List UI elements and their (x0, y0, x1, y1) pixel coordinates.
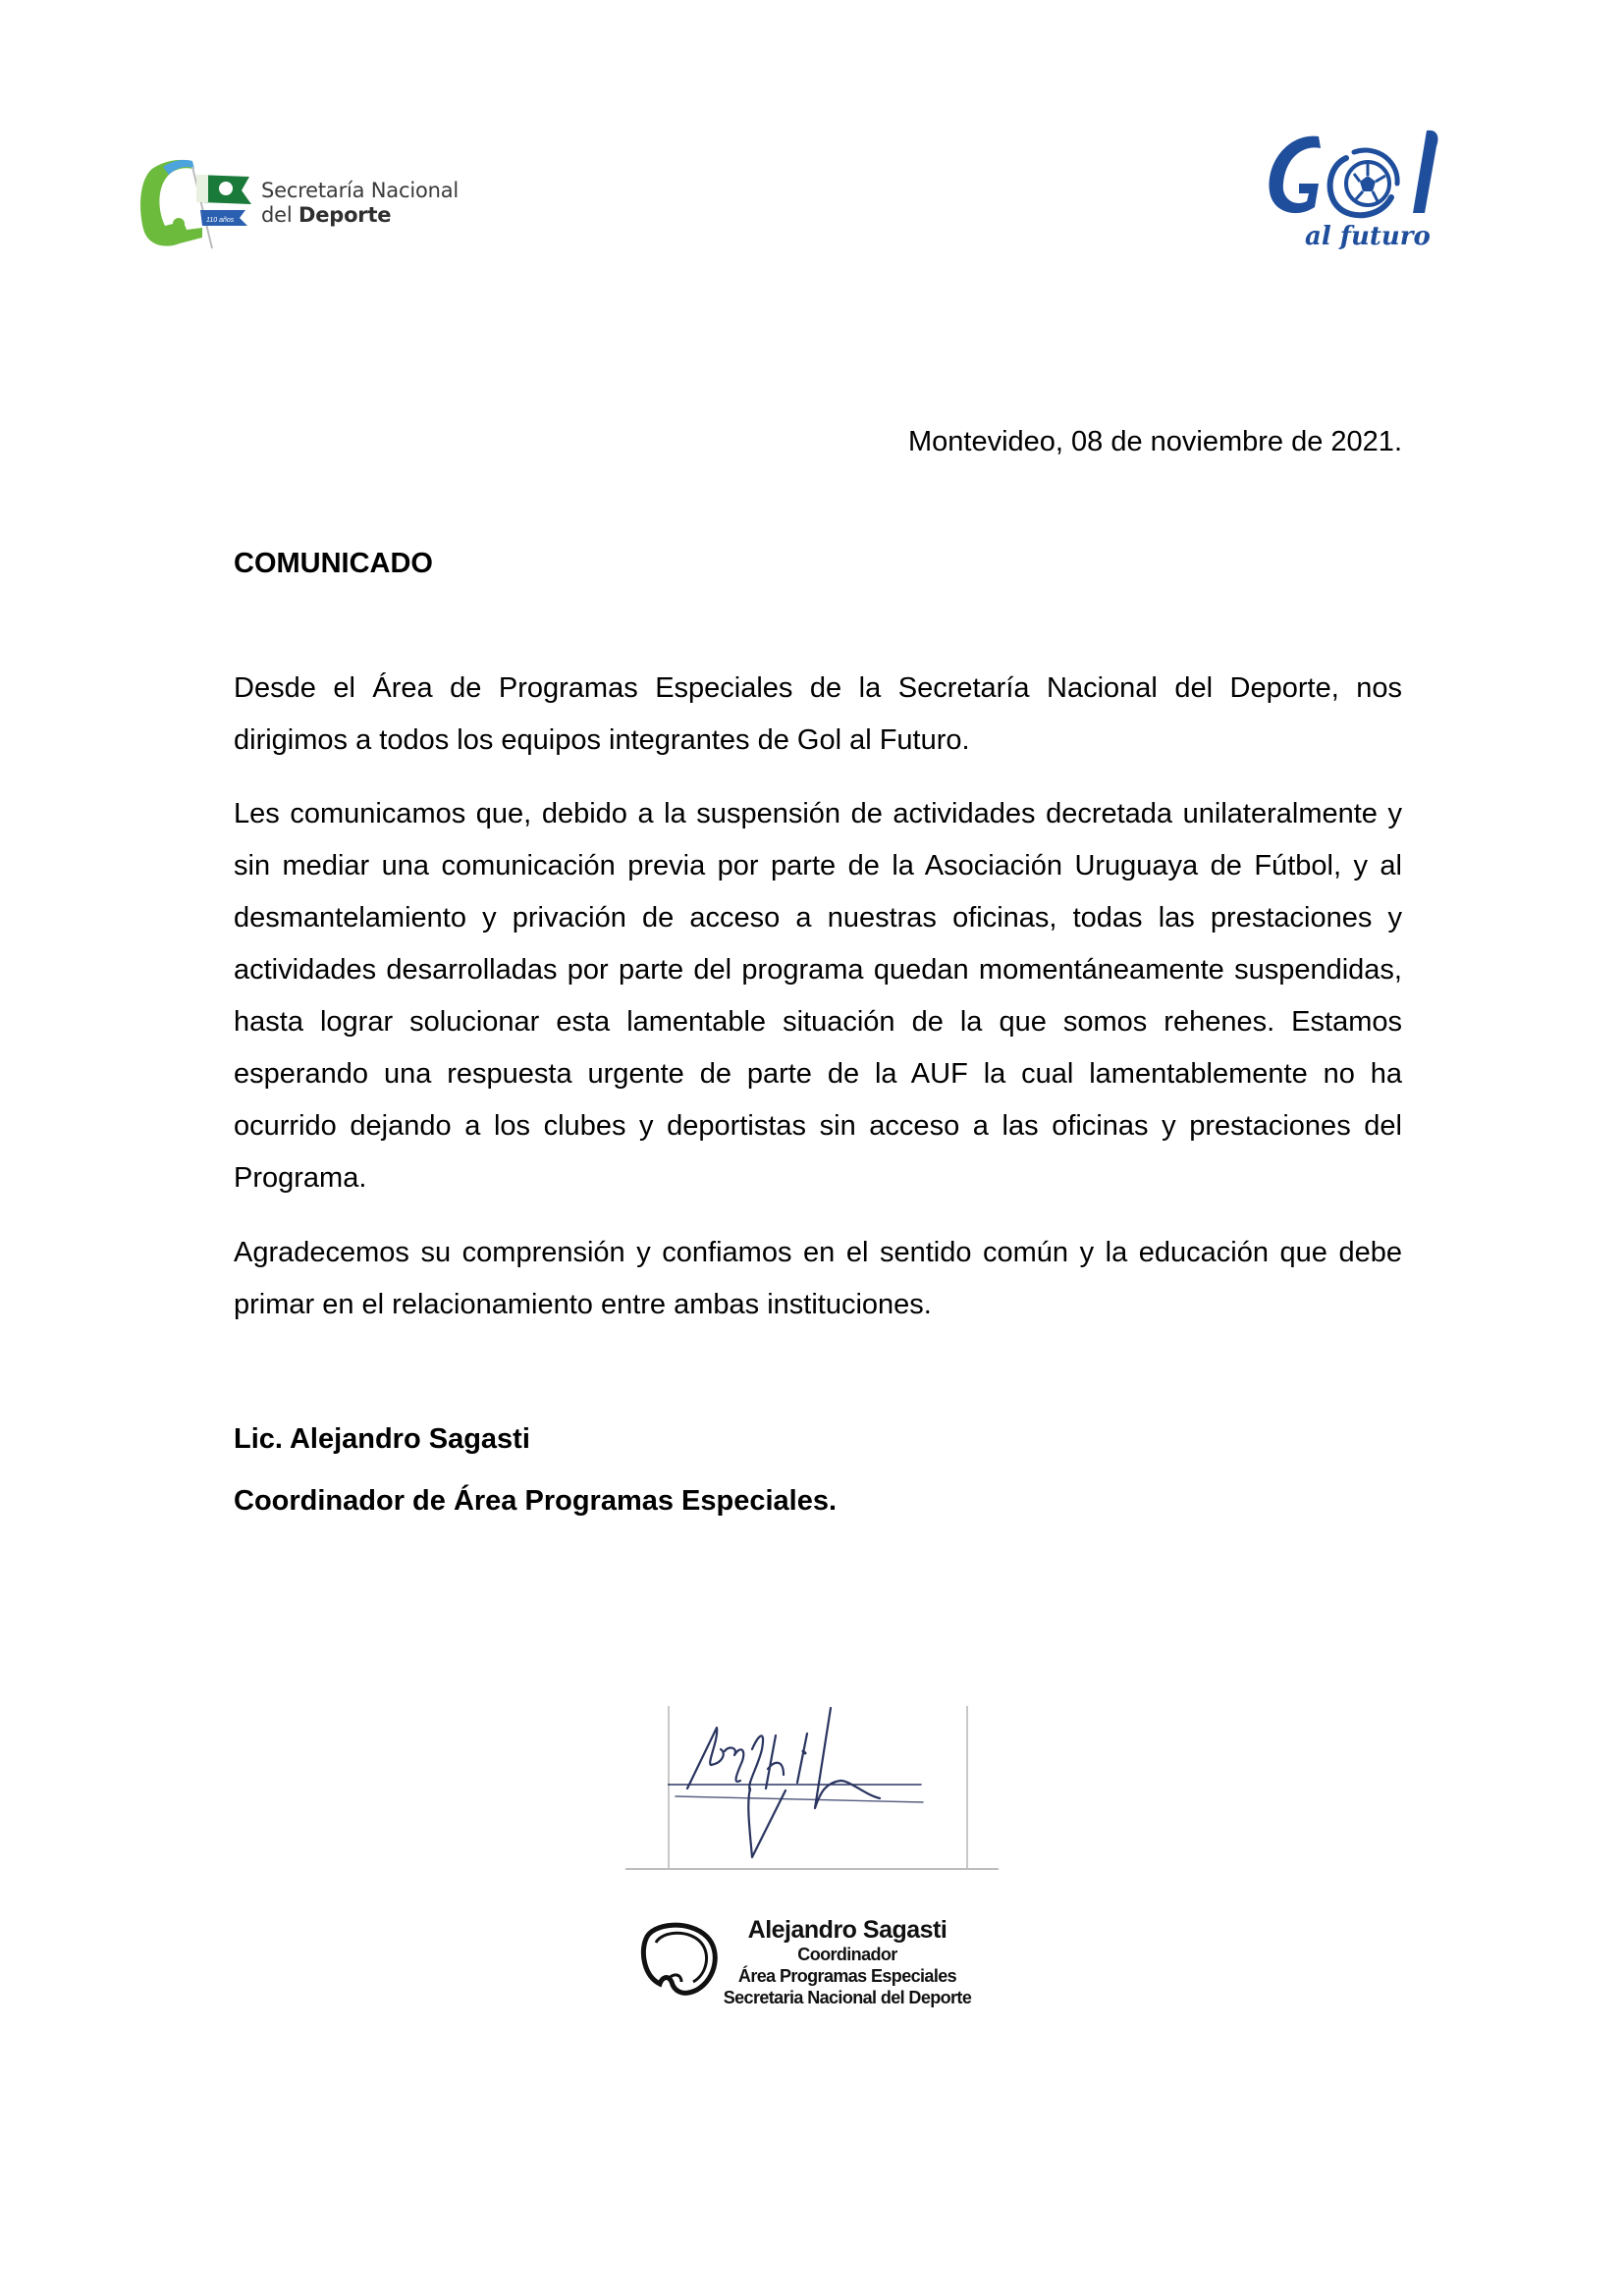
snd-logo-line2-bold: Deporte (298, 203, 392, 227)
paragraph-closing: Agradecemos su comprensión y confiamos en el sentido común y la educación que debe primar en el relacionamiento entre ambas instituciones. (234, 1237, 1402, 1320)
snd-logo-line2 (261, 203, 459, 228)
stamp-line-3: Secretaria Nacional del Deporte (723, 1988, 972, 2007)
snd-emblem-icon (135, 155, 258, 253)
stamp-name: Alejandro Sagasti (747, 1916, 947, 1944)
paragraph-announcement: Les comunicamos que, debido a la suspensión de actividades decretada unilateralmente y sin mediar una comunicación previa por parte de la Asociación Uruguaya de Fútbol, y al desmantelamiento y privación de acceso a nuestras oficinas, todas las prestaciones y actividades desarrolladas por parte del programa quedan momentáneamente suspendidas, hasta lograr solucionar esta lamentable situación de la que somos rehenes. Estamos esperando una respuesta urgente de parte de la AUF la cual lamentablemente no ha ocurrido dejando a los clubes y deportistas sin acceso a las oficinas y prestaciones del Programa. (234, 798, 1402, 1194)
signature-line (625, 1868, 999, 1870)
snd-logo-text (261, 179, 459, 228)
handwritten-signature (668, 1706, 966, 1873)
stamp-line-1: Coordinador (797, 1945, 897, 1964)
anniversary-badge: 110 años (206, 217, 235, 224)
official-stamp (638, 1909, 992, 2027)
signer-name: Lic. Alejandro Sagasti (234, 1423, 530, 1455)
gol-al-futuro-logo (1260, 123, 1466, 250)
snd-logo-line1: Secretaría Nacional (261, 179, 460, 202)
signer-role: Coordinador de Área Programas Especiales. (234, 1485, 838, 1517)
secretaria-nacional-deporte-logo (135, 155, 469, 253)
document-date: Montevideo, 08 de noviembre de 2021. (907, 426, 1402, 457)
stamp-text (705, 1917, 990, 2008)
paragraph-intro: Desde el Área de Programas Especiales de la Secretaría Nacional del Deporte, nos dirigimos a todos los equipos integrantes de Gol al Futuro. (234, 672, 1402, 756)
stamp-line-2: Área Programas Especiales (737, 1966, 957, 1986)
gol-logo-subtext: al futuro (1305, 222, 1431, 250)
document-title: COMUNICADO (234, 548, 433, 579)
snd-logo-line2-regular: del (261, 203, 298, 227)
gol-al-futuro-emblem-icon (1260, 123, 1466, 250)
